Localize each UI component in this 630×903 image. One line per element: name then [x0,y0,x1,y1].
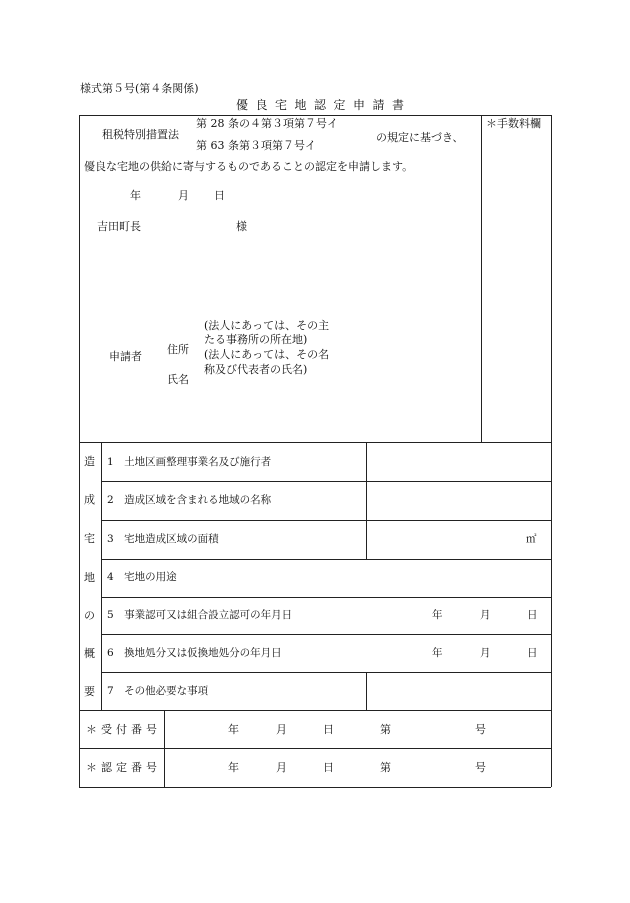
overview-vlabel-3: 宅 [84,532,95,545]
name-label: 氏名 [167,373,189,386]
table-row-line-2 [101,481,551,482]
address-note-line-1: (法人にあっては、その主 [204,319,330,332]
address-note-line-2: たる事務所の所在地) [204,333,308,346]
form-number: 様式第５号(第４条関係) [80,82,199,95]
form-title: 優良宅地認定申請書 [236,98,412,112]
table-row-line-5 [101,597,551,598]
footer-label-divider [164,710,165,787]
date-day: 日 [214,189,225,202]
name-note-line-1: (法人にあっては、その名 [204,348,330,361]
overview-vlabel-6: 概 [84,647,95,660]
overview-row-6-day: 日 [527,647,538,659]
addressee: 吉田町長 [97,220,141,233]
overview-vlabel-1: 造 [84,455,95,468]
receipt-no-prefix: 第 [380,723,391,736]
receipt-day: 日 [323,723,334,736]
overview-row-6-month: 月 [480,647,491,659]
overview-vlabel-4: 地 [84,571,95,584]
overview-row-7-label: 7 その他必要な事項 [107,685,209,697]
address-label: 住所 [167,343,189,356]
overview-value-divider-a [366,442,367,559]
overview-row-3-label: 3 宅地造成区域の面積 [107,533,219,545]
applicant-label: 申請者 [109,350,142,363]
overview-row-5-year: 年 [432,609,443,621]
overview-row-6-label: 6 換地処分又は仮換地処分の年月日 [107,647,282,659]
table-border-left [79,115,80,787]
table-row-line-footer [79,748,551,749]
article-1: 第 28 条の４第３項第７号イ [196,117,338,130]
table-divider-overview [79,442,551,443]
overview-value-divider-b [366,672,367,710]
table-row-line-4 [101,559,551,560]
overview-row-2-label: 2 造成区域を含まれる地域の名称 [107,494,272,506]
table-row-line-6 [101,634,551,635]
date-year: 年 [130,189,141,202]
area-unit: ㎡ [526,533,537,545]
fee-column-label: ＊手数料欄 [486,117,541,130]
law-name: 租税特別措置法 [102,128,179,141]
request-text: 優良な宅地の供給に寄与するものであることの認定を申請します。 [84,160,414,173]
approval-no-suffix: 号 [475,761,486,774]
article-2: 第 63 条第３項第７号イ [196,139,316,152]
approval-year: 年 [228,761,239,774]
overview-row-5-day: 日 [527,609,538,621]
date-month: 月 [178,189,189,202]
approval-no-prefix: 第 [380,761,391,774]
receipt-no-suffix: 号 [475,723,486,736]
receipt-number-label: ＊受付番号 [86,723,161,736]
overview-row-5-label: 5 事業認可又は組合設立認可の年月日 [107,609,293,621]
fee-column-divider [481,115,482,442]
table-border-bottom [79,787,551,788]
name-note-line-2: 称及び代表者の氏名) [204,363,308,376]
overview-row-6-year: 年 [432,647,443,659]
overview-label-divider [101,442,102,710]
honorific: 様 [236,220,247,233]
receipt-month: 月 [276,723,287,736]
overview-vlabel-5: の [84,609,95,622]
receipt-year: 年 [228,723,239,736]
approval-month: 月 [276,761,287,774]
overview-row-5-month: 月 [480,609,491,621]
table-divider-footer [79,710,551,711]
overview-row-4-label: 4 宅地の用途 [107,571,177,583]
approval-day: 日 [323,761,334,774]
basis-text: の規定に基づき、 [376,131,464,144]
overview-row-1-label: 1 土地区画整理事業名及び施行者 [107,456,272,468]
overview-vlabel-2: 成 [84,493,95,506]
table-row-line-3 [101,520,551,521]
overview-vlabel-7: 要 [84,685,95,698]
table-border-right [551,115,552,787]
table-row-line-7 [101,672,551,673]
approval-number-label: ＊認定番号 [86,761,161,774]
